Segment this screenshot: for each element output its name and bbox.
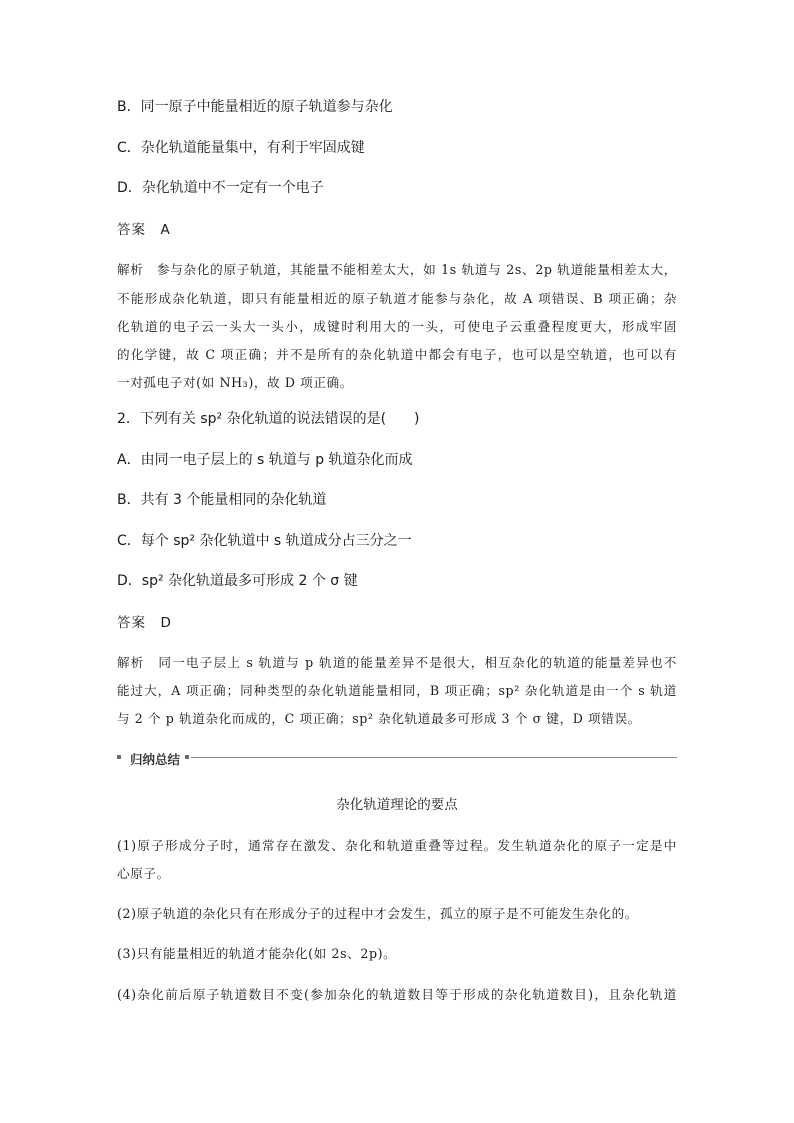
summary-point-line: (3)只有能量相近的轨道才能杂化(如 2s、2p)。: [117, 946, 397, 961]
q1-analysis-line: 不能形成杂化轨道，即只有能量相近的原子轨道才能参与杂化，故 A 项错误、B 项正确；杂: [117, 291, 677, 306]
q2-analysis-line: 能过大，A 项正确；同种类型的杂化轨道能量相同，B 项正确；sp² 杂化轨道是由一个 s 轨道: [117, 683, 677, 698]
q2-stem: 2．下列有关 sp² 杂化轨道的说法错误的是( ): [117, 411, 420, 427]
q2-answer: 答案 D: [117, 615, 172, 631]
summary-point-line: (4)杂化前后原子轨道数目不变(参加杂化的轨道数目等于形成的杂化轨道数目)，且杂化轨道: [117, 987, 677, 1002]
q1-option-b: B．同一原子中能量相近的原子轨道参与杂化: [117, 99, 393, 115]
q1-answer: 答案 A: [117, 222, 171, 238]
summary-point-line: 心原子。: [117, 866, 170, 881]
q1-option-c: C．杂化轨道能量集中，有利于牢固成键: [117, 140, 365, 156]
q2-option-a: A．由同一电子层上的 s 轨道与 p 轨道杂化而成: [117, 452, 413, 468]
summary-point-line: (1)原子形成分子时，通常存在激发、杂化和轨道重叠等过程。发生轨道杂化的原子一定是中: [117, 838, 677, 853]
q2-option-b: B．共有 3 个能量相同的杂化轨道: [117, 492, 327, 508]
divider-mark: [117, 755, 121, 759]
q1-option-d: D．杂化轨道中不一定有一个电子: [117, 180, 324, 196]
q1-analysis-line: 的化学键，故 C 项正确；并不是所有的杂化轨道中都会有电子，也可以是空轨道，也可以有: [117, 347, 677, 362]
section-label: 归纳总结: [130, 752, 181, 767]
q2-analysis-line: 解析 同一电子层上 s 轨道与 p 轨道的能量差异不是很大，相互杂化的轨道的能量差异也不: [117, 655, 677, 670]
q1-analysis-line: 解析 参与杂化的原子轨道，其能量不能相差太大，如 1s 轨道与 2s、2p 轨道能量相差太大，: [117, 262, 677, 277]
q2-option-c: C．每个 sp² 杂化轨道中 s 轨道成分占三分之一: [117, 533, 412, 549]
summary-point-line: (2)原子轨道的杂化只有在形成分子的过程中才会发生，孤立的原子是不可能发生杂化的。: [117, 906, 639, 921]
q1-analysis-line: 一对孤电子对(如 NH₃)，故 D 项正确。: [117, 375, 353, 390]
divider-mark: [185, 755, 189, 759]
q1-analysis-line: 化轨道的电子云一头大一头小，成键时利用大的一头，可使电子云重叠程度更大，形成牢固: [117, 319, 677, 334]
divider-rule: [191, 757, 677, 758]
q2-option-d: D．sp² 杂化轨道最多可形成 2 个 σ 键: [117, 573, 358, 589]
q2-analysis-line: 与 2 个 p 轨道杂化而成的，C 项正确；sp² 杂化轨道最多可形成 3 个 σ 键，D 项错误。: [117, 711, 641, 726]
section-divider: [117, 750, 677, 766]
summary-title: 杂化轨道理论的要点: [336, 797, 458, 813]
